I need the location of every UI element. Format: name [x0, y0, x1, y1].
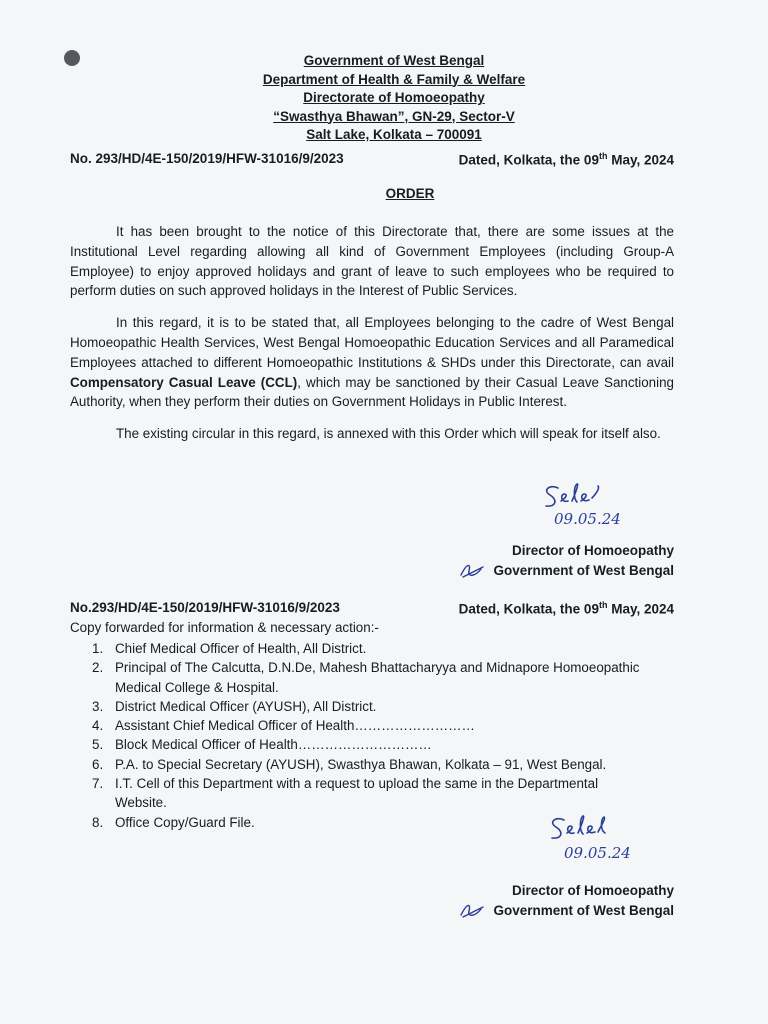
memo-date — [459, 151, 674, 168]
list-item — [92, 639, 652, 658]
list-item-number: 3. — [92, 698, 104, 714]
list-item-text: District Medical Officer (AYUSH), All District. — [115, 698, 377, 714]
signature-2-date: 09.05.24 — [564, 844, 631, 862]
paragraph-1: It has been brought to the notice of this Directorate that, there are some issues at the Institutional Level regarding allowing all kind of Government Employees (including Group-A Employee) to enjoy approved holidays and grant of leave to such employees who be required to perform duties on such approved holidays in the Interest of Public Services. — [70, 224, 674, 299]
list-item — [92, 755, 652, 774]
signature-2-handwritten — [536, 812, 670, 868]
signature-block-1 — [493, 541, 674, 581]
list-item-number: 2. — [92, 660, 104, 676]
copy-date-month-year: May, 2024 — [607, 601, 674, 617]
signature-2-govt-line — [493, 901, 674, 921]
list-item-number: 6. — [92, 756, 104, 772]
paragraph-2-text-b: , which may be sanctioned by their Casual Leave Sanctioning Authority, when they perform their duties on Government Holidays in Public Interest. — [70, 374, 674, 410]
memo-date-month-year: May, 2024 — [607, 152, 674, 168]
copy-forwarded-intro: Copy forwarded for information & necessary action:- — [70, 620, 379, 635]
list-item-number: 8. — [92, 814, 104, 830]
list-item-number: 7. — [92, 776, 104, 792]
letterhead-address-1: “Swasthya Bhawan”, GN-29, Sector-V — [273, 108, 515, 124]
list-item — [92, 774, 652, 813]
list-item-number: 4. — [92, 718, 104, 734]
memo-date-prefix: Dated, Kolkata, the 09 — [458, 152, 599, 168]
initials-mark-icon — [457, 899, 487, 921]
list-item — [92, 658, 652, 697]
list-item-text: I.T. Cell of this Department with a request to upload the same in the Departmental Website. — [115, 776, 599, 811]
signature-1-date: 09.05.24 — [554, 510, 621, 528]
signature-2-government: Government of West Bengal — [493, 903, 674, 918]
list-item-number: 1. — [92, 641, 104, 656]
list-item — [92, 697, 652, 716]
letterhead-address-2: Salt Lake, Kolkata – 700091 — [306, 127, 482, 142]
letterhead-government: Government of West Bengal — [303, 53, 485, 68]
letterhead — [0, 52, 768, 145]
signature-1-designation: Director of Homoeopathy — [511, 543, 674, 558]
list-item-text: Block Medical Officer of Health………………………… — [115, 737, 432, 753]
signature-block-2 — [493, 881, 674, 921]
paragraph-2 — [70, 313, 674, 412]
copy-date-prefix: Dated, Kolkata, the 09 — [458, 601, 599, 617]
copy-memo-date — [459, 600, 674, 617]
list-item-number: 5. — [92, 737, 104, 753]
list-item — [92, 716, 652, 735]
list-item-text: Principal of The Calcutta, D.N.De, Mahesh Bhattacharyya and Midnapore Homoeopathic Medical College & Hospital. — [115, 660, 640, 695]
copy-date-suffix-ordinal: th — [598, 600, 608, 610]
memo-number: No. 293/HD/4E-150/2019/HFW-31016/9/2023 — [70, 151, 344, 166]
list-item-text: P.A. to Special Secretary (AYUSH), Swasthya Bhawan, Kolkata – 91, West Bengal. — [115, 756, 607, 772]
memo-date-suffix-ordinal: th — [598, 151, 608, 161]
signature-2-designation: Director of Homoeopathy — [511, 883, 674, 898]
paragraph-2-text-a: In this regard, it is to be stated that, all Employees belonging to the cadre of West Bengal Homoeopathic Health Services, West Bengal Homoeopathic Education Services and all Paramedical Employees attached to different Homoeopathic Institutions & SHDs under this Directorate, can avail — [70, 315, 674, 370]
paragraph-3: The existing circular in this regard, is annexed with this Order which will speak for itself also. — [116, 426, 661, 442]
signature-1-handwritten — [528, 478, 662, 532]
copy-memo-number: No.293/HD/4E-150/2019/HFW-31016/9/2023 — [70, 600, 340, 615]
list-item-text: Assistant Chief Medical Officer of Health……………………… — [115, 718, 475, 734]
signature-1-government: Government of West Bengal — [493, 563, 674, 578]
list-item-text: Chief Medical Officer of Health, All District. — [115, 641, 367, 656]
order-title: ORDER — [385, 186, 435, 201]
paragraph-2-bold-ccl: Compensatory Casual Leave (CCL) — [70, 374, 298, 390]
signature-1-govt-line — [493, 561, 674, 581]
letterhead-directorate: Directorate of Homoeopathy — [303, 90, 485, 105]
order-body — [70, 222, 674, 456]
list-item — [92, 735, 652, 754]
list-item-text: Office Copy/Guard File. — [115, 814, 255, 830]
letterhead-department: Department of Health & Family & Welfare — [262, 71, 526, 87]
copy-recipient-list — [92, 639, 652, 832]
initials-mark-icon — [457, 559, 487, 581]
